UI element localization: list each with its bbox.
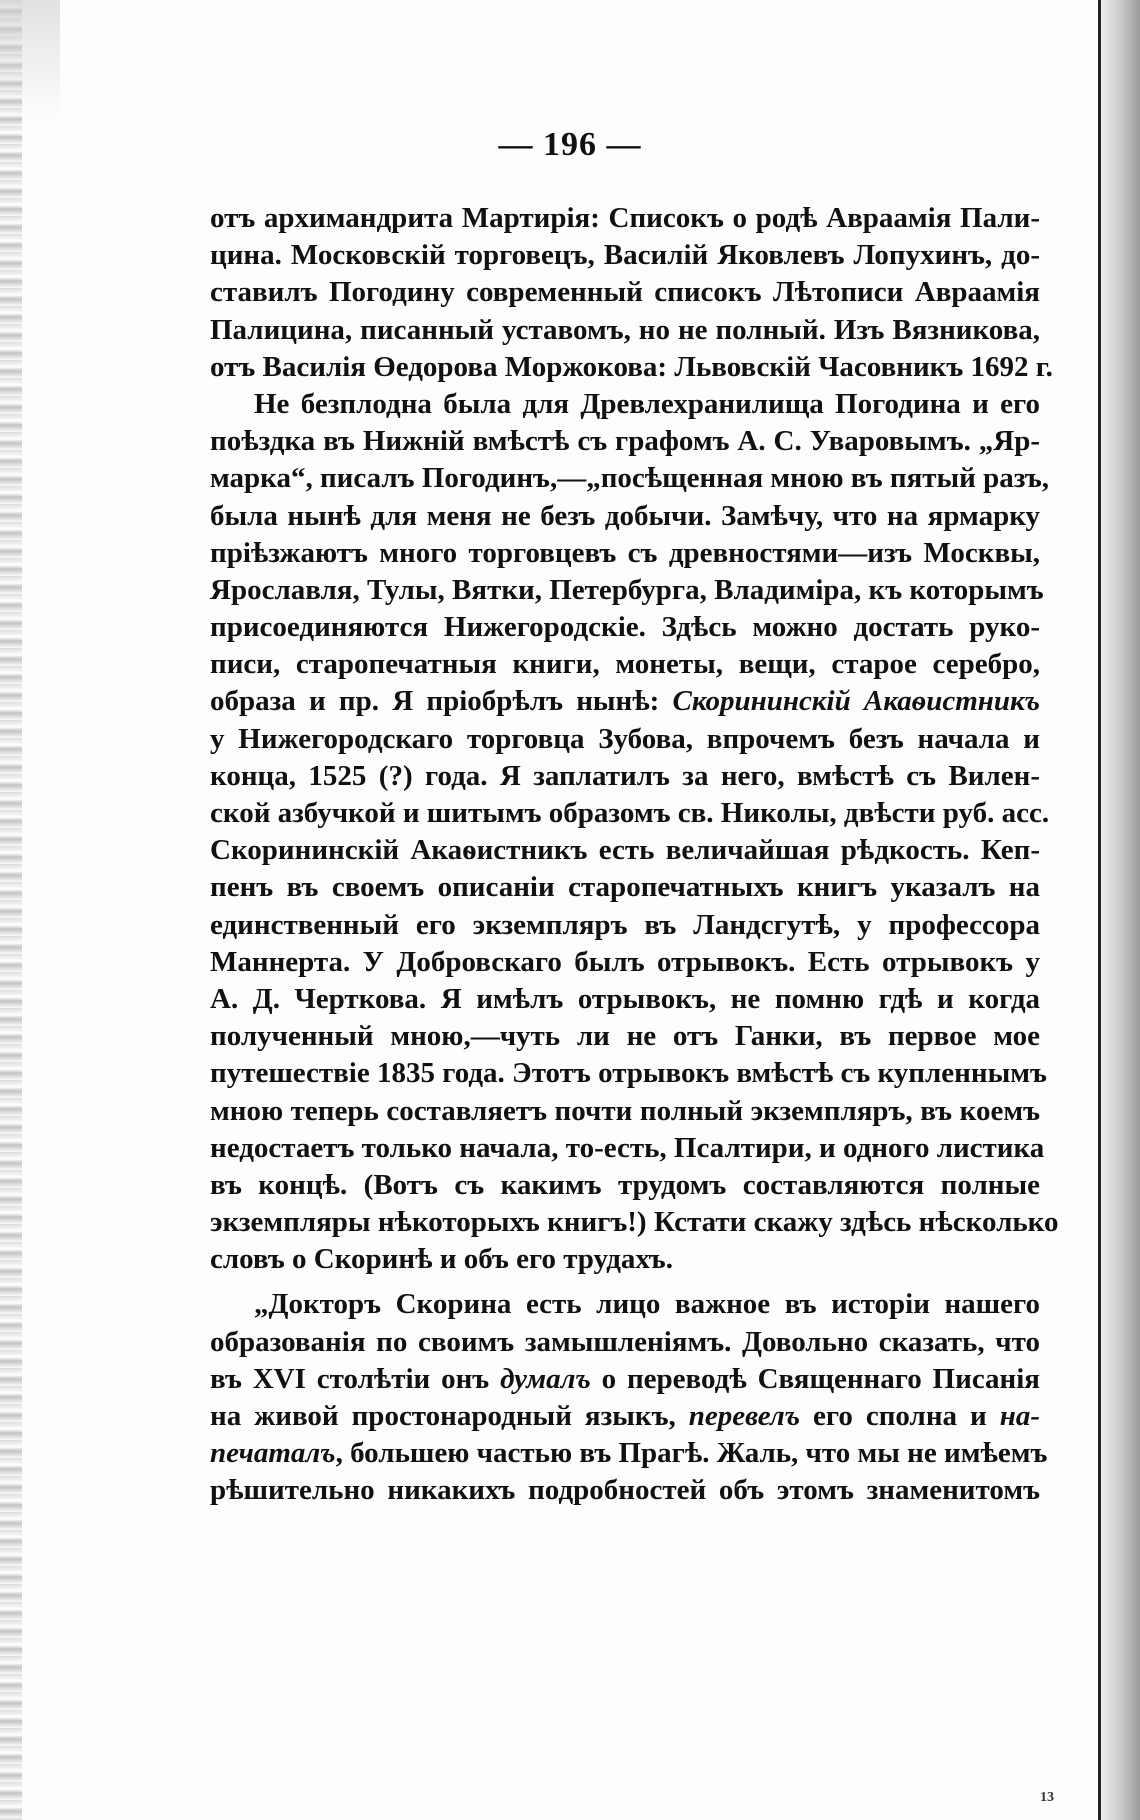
text-line: экземпляры нѣкоторыхъ книгъ!) Кстати скажу здѣсь нѣсколько bbox=[210, 1206, 1059, 1239]
text-line: конца, 1525 (?) года. Я заплатилъ за него, вмѣстѣ съ Вилен- bbox=[210, 759, 1040, 792]
page-number: — 196 — bbox=[498, 126, 642, 163]
text-line: рѣшительно никакихъ подробностей объ этомъ знаменитомъ bbox=[210, 1474, 1040, 1507]
book-spine-shadow bbox=[1098, 0, 1140, 1820]
page-corner-shadow bbox=[0, 0, 60, 120]
text-line bbox=[210, 1398, 1040, 1435]
text-line: единственный его экземпляръ въ Ландсгутѣ, у профессора bbox=[210, 908, 1040, 941]
text-line: у Нижегородскаго торговца Зубова, впрочемъ безъ начала и bbox=[210, 722, 1040, 755]
text-line: ской азбучкой и шитымъ образомъ св. Николы, двѣсти руб. асс. bbox=[210, 797, 1050, 829]
text-line: Ярославля, Тулы, Вятки, Петербурга, Владиміра, къ которымъ bbox=[210, 573, 1044, 606]
text-line: поѣздка въ Нижній вмѣстѣ съ графомъ А. С. Уваровымъ. „Яр- bbox=[210, 425, 1040, 458]
text-segment: въ XVI столѣтіи онъ bbox=[210, 1362, 501, 1395]
text-line: путешествіе 1835 года. Этотъ отрывокъ вмѣстѣ съ купленнымъ bbox=[210, 1057, 1047, 1090]
page-left-edge bbox=[0, 0, 22, 1820]
text-line: недостаетъ только начала, то-есть, Псалтири, и одного листика bbox=[210, 1131, 1045, 1164]
text-segment: на живой простонародный языкъ, bbox=[210, 1400, 689, 1432]
text-segment: о переводѣ Священнаго Писанія bbox=[590, 1362, 1040, 1395]
text-line: цина. Московскій торговецъ, Василій Яковлевъ Лопухинъ, до- bbox=[210, 239, 1040, 272]
text-line: Палицина, писанный уставомъ, но не полный. Изъ Вязникова, bbox=[210, 313, 1040, 346]
italic-word: на- bbox=[999, 1400, 1040, 1432]
text-line bbox=[210, 683, 1040, 720]
text-line: Скорининскій Акаѳистникъ есть величайшая рѣдкость. Кеп- bbox=[210, 834, 1040, 867]
italic-word: печаталъ bbox=[210, 1437, 336, 1470]
text-line: ставилъ Погодину современный списокъ Лѣтописи Авраамія bbox=[210, 276, 1040, 309]
text-line: мною теперь составляетъ почти полный экземпляръ, въ коемъ bbox=[210, 1094, 1040, 1127]
text-line: отъ архимандрита Мартирія: Списокъ о родѣ Авраамія Пали- bbox=[210, 202, 1040, 234]
text-line: полученный мною,—чуть ли не отъ Ганки, въ первое мое bbox=[210, 1020, 1040, 1053]
text-line: присоединяются Нижегородскіе. Здѣсь можно достать руко- bbox=[210, 611, 1040, 644]
text-line: пенъ въ своемъ описаніи старопечатныхъ книгъ указалъ на bbox=[210, 871, 1040, 904]
italic-word: перевелъ bbox=[688, 1400, 801, 1432]
text-line: Не безплодна была для Древлехранилища Погодина и его bbox=[254, 387, 1040, 420]
text-segment: , большею частью въ Прагѣ. Жаль, что мы не имѣемъ bbox=[335, 1437, 1048, 1470]
text-line: А. Д. Черткова. Я имѣлъ отрывокъ, не помню гдѣ и когда bbox=[210, 982, 1040, 1015]
text-line: отъ Василія Өедорова Моржокова: Львовскій Часовникъ 1692 г. bbox=[210, 350, 1053, 383]
page-right-border bbox=[1098, 0, 1101, 1820]
text-line bbox=[210, 1435, 1048, 1472]
text-segment: образа и пр. Я пріобрѣлъ нынѣ: bbox=[210, 685, 673, 718]
text-segment: его сполна и bbox=[800, 1400, 1000, 1432]
body-text bbox=[210, 200, 1059, 1510]
text-line: пріѣзжаютъ много торговцевъ съ древностями—изъ Москвы, bbox=[210, 536, 1040, 569]
text-line bbox=[210, 1361, 1040, 1398]
text-line: образованія по своимъ замышленіямъ. Довольно сказать, что bbox=[210, 1325, 1040, 1358]
italic-title: Скорининскій Акаѳистникъ bbox=[672, 685, 1040, 718]
text-line: Маннерта. У Добровскаго былъ отрывокъ. Есть отрывокъ у bbox=[210, 945, 1040, 978]
text-line: „Докторъ Скорина есть лицо важное въ исторіи нашего bbox=[254, 1288, 1040, 1321]
text-line: была нынѣ для меня не безъ добычи. Замѣчу, что на ярмарку bbox=[210, 499, 1040, 532]
text-line: въ концѣ. (Вотъ съ какимъ трудомъ составляются полные bbox=[210, 1168, 1040, 1201]
text-line: писи, старопечатныя книги, монеты, вещи, старое серебро, bbox=[210, 648, 1040, 681]
text-line: марка“, писалъ Погодинъ,—„посѣщенная мною въ пятый разъ, bbox=[210, 462, 1050, 495]
text-line: словъ о Скоринѣ и объ его трудахъ. bbox=[210, 1243, 673, 1276]
signature-mark: 13 bbox=[1040, 1790, 1054, 1805]
italic-word: думалъ bbox=[500, 1362, 591, 1395]
